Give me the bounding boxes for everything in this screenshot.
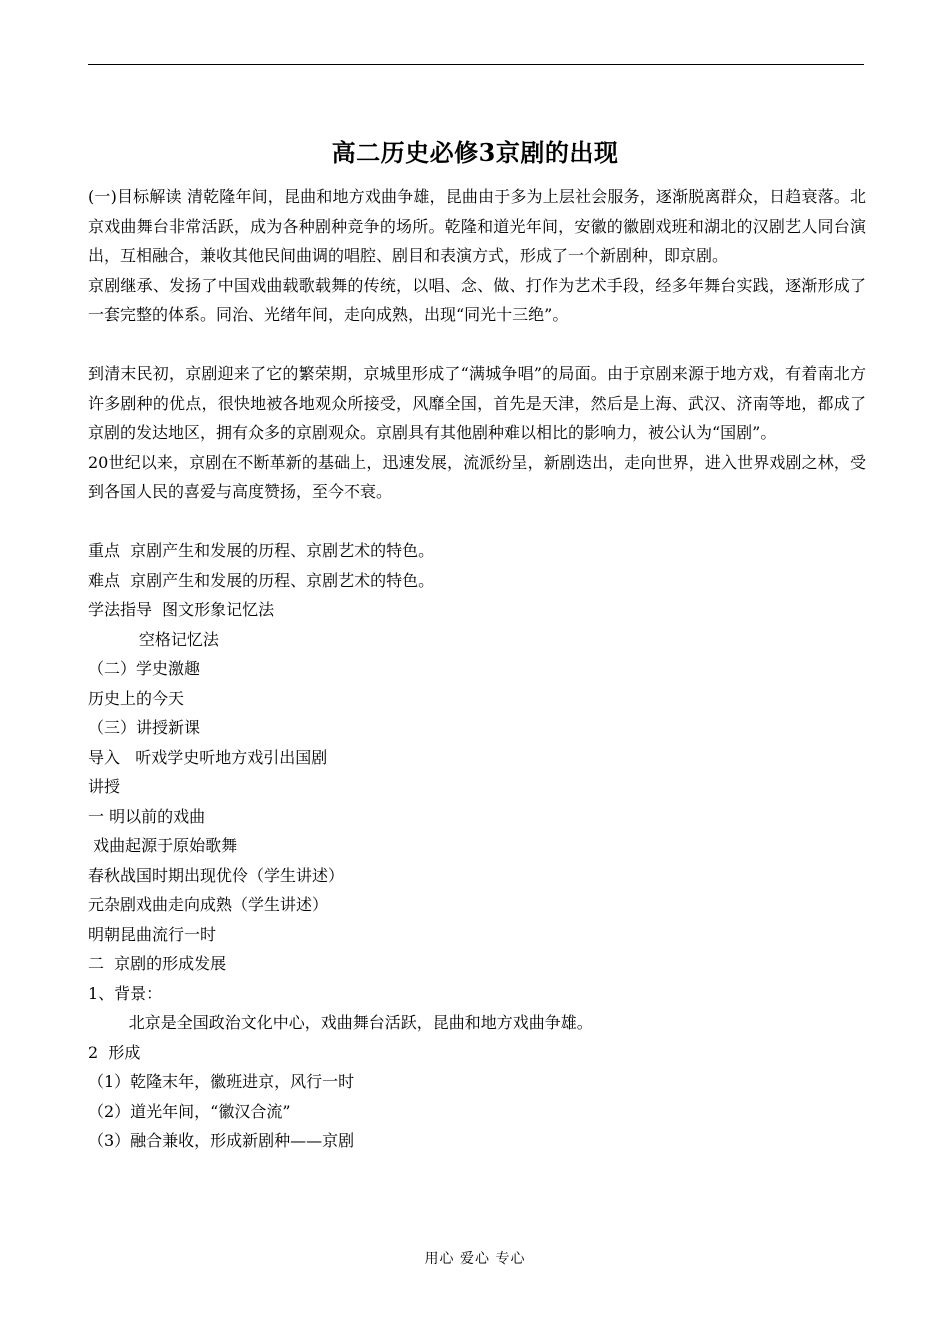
- text-line: 2 形成: [88, 1042, 141, 1062]
- text-line: 历史上的今天: [88, 688, 185, 708]
- text-line: 导入 听戏学史听地方戏引出国剧: [88, 747, 328, 767]
- text-line: （1）乾隆末年，徽班进京，风行一时: [88, 1072, 355, 1091]
- page-footer: 用心 爱心 专心: [424, 1251, 526, 1267]
- outline-heading-2: 二 京剧的形成发展: [88, 954, 227, 973]
- blank-line: [88, 507, 866, 537]
- text-line: 北京是全国政治文化中心，戏曲舞台活跃，昆曲和地方戏曲争雄。: [88, 1013, 593, 1032]
- paragraph-inheritance: 京剧继承、发扬了中国戏曲载歌载舞的传统，以唱、念、做、打作为艺术手段，经多年舞台实践，逐渐形成了一套完整的体系。同治、光绪年间，走向成熟，出现“同光十三绝”。: [88, 275, 866, 324]
- section-heading-3: （三）讲授新课: [88, 718, 201, 737]
- text-line: 春秋战国时期出现优伶（学生讲述）: [88, 865, 345, 885]
- paragraph-objectives: (一)目标解读 清乾隆年间，昆曲和地方戏曲争雄，昆曲由于多为上层社会服务，逐渐脱离群众，日趋衰落。北京戏曲舞台非常活跃，成为各种剧种竞争的场所。乾隆和道光年间，安徽的徽剧戏班和湖北的汉剧艺人同台演出，互相融合，兼收其他民间曲调的唱腔、剧目和表演方式，形成了一个新剧种，即京剧。: [88, 187, 866, 265]
- key-point-line: 重点 京剧产生和发展的历程、京剧艺术的特色。: [88, 541, 435, 560]
- blank-line: [88, 330, 866, 360]
- text-line: 讲授: [88, 777, 121, 796]
- document-title: 高二历史必修3京剧的出现: [331, 138, 619, 167]
- text-line: （3）融合兼收，形成新剧种——京剧: [88, 1131, 355, 1150]
- text-line: 明朝昆曲流行一时: [88, 924, 217, 944]
- study-method-line-2: 空格记忆法: [88, 629, 219, 649]
- document-body: [88, 182, 866, 1156]
- header-rule: [88, 64, 864, 65]
- text-line: （2）道光年间，“徽汉合流”: [88, 1101, 291, 1121]
- text-line: 元杂剧戏曲走向成熟（学生讲述）: [88, 895, 329, 914]
- paragraph-20th-century: 20世纪以来，京剧在不断革新的基础上，迅速发展，流派纷呈，新剧迭出，走向世界，进入世界戏剧之林，受到各国人民的喜爱与高度赞扬，至今不衰。: [88, 452, 866, 501]
- outline-heading-1: 一 明以前的戏曲: [88, 806, 206, 826]
- paragraph-prosperity: 到清末民初，京剧迎来了它的繁荣期，京城里形成了“满城争唱”的局面。由于京剧来源于地方戏，有着南北方许多剧种的优点，很快地被各地观众所接受，风靡全国，首先是天津，然后是上海、武汉、济南等地，都成了京剧的发达地区，拥有众多的京剧观众。京剧具有其他剧种难以相比的影响力，被公认为“国剧”。: [88, 364, 866, 442]
- study-method-line: 学法指导 图文形象记忆法: [88, 600, 275, 619]
- text-line: 1、背景：: [88, 983, 163, 1003]
- section-heading-2: （二）学史激趣: [88, 659, 201, 678]
- difficult-point-line: 难点 京剧产生和发展的历程、京剧艺术的特色。: [88, 570, 435, 590]
- text-line: 戏曲起源于原始歌舞: [88, 836, 238, 855]
